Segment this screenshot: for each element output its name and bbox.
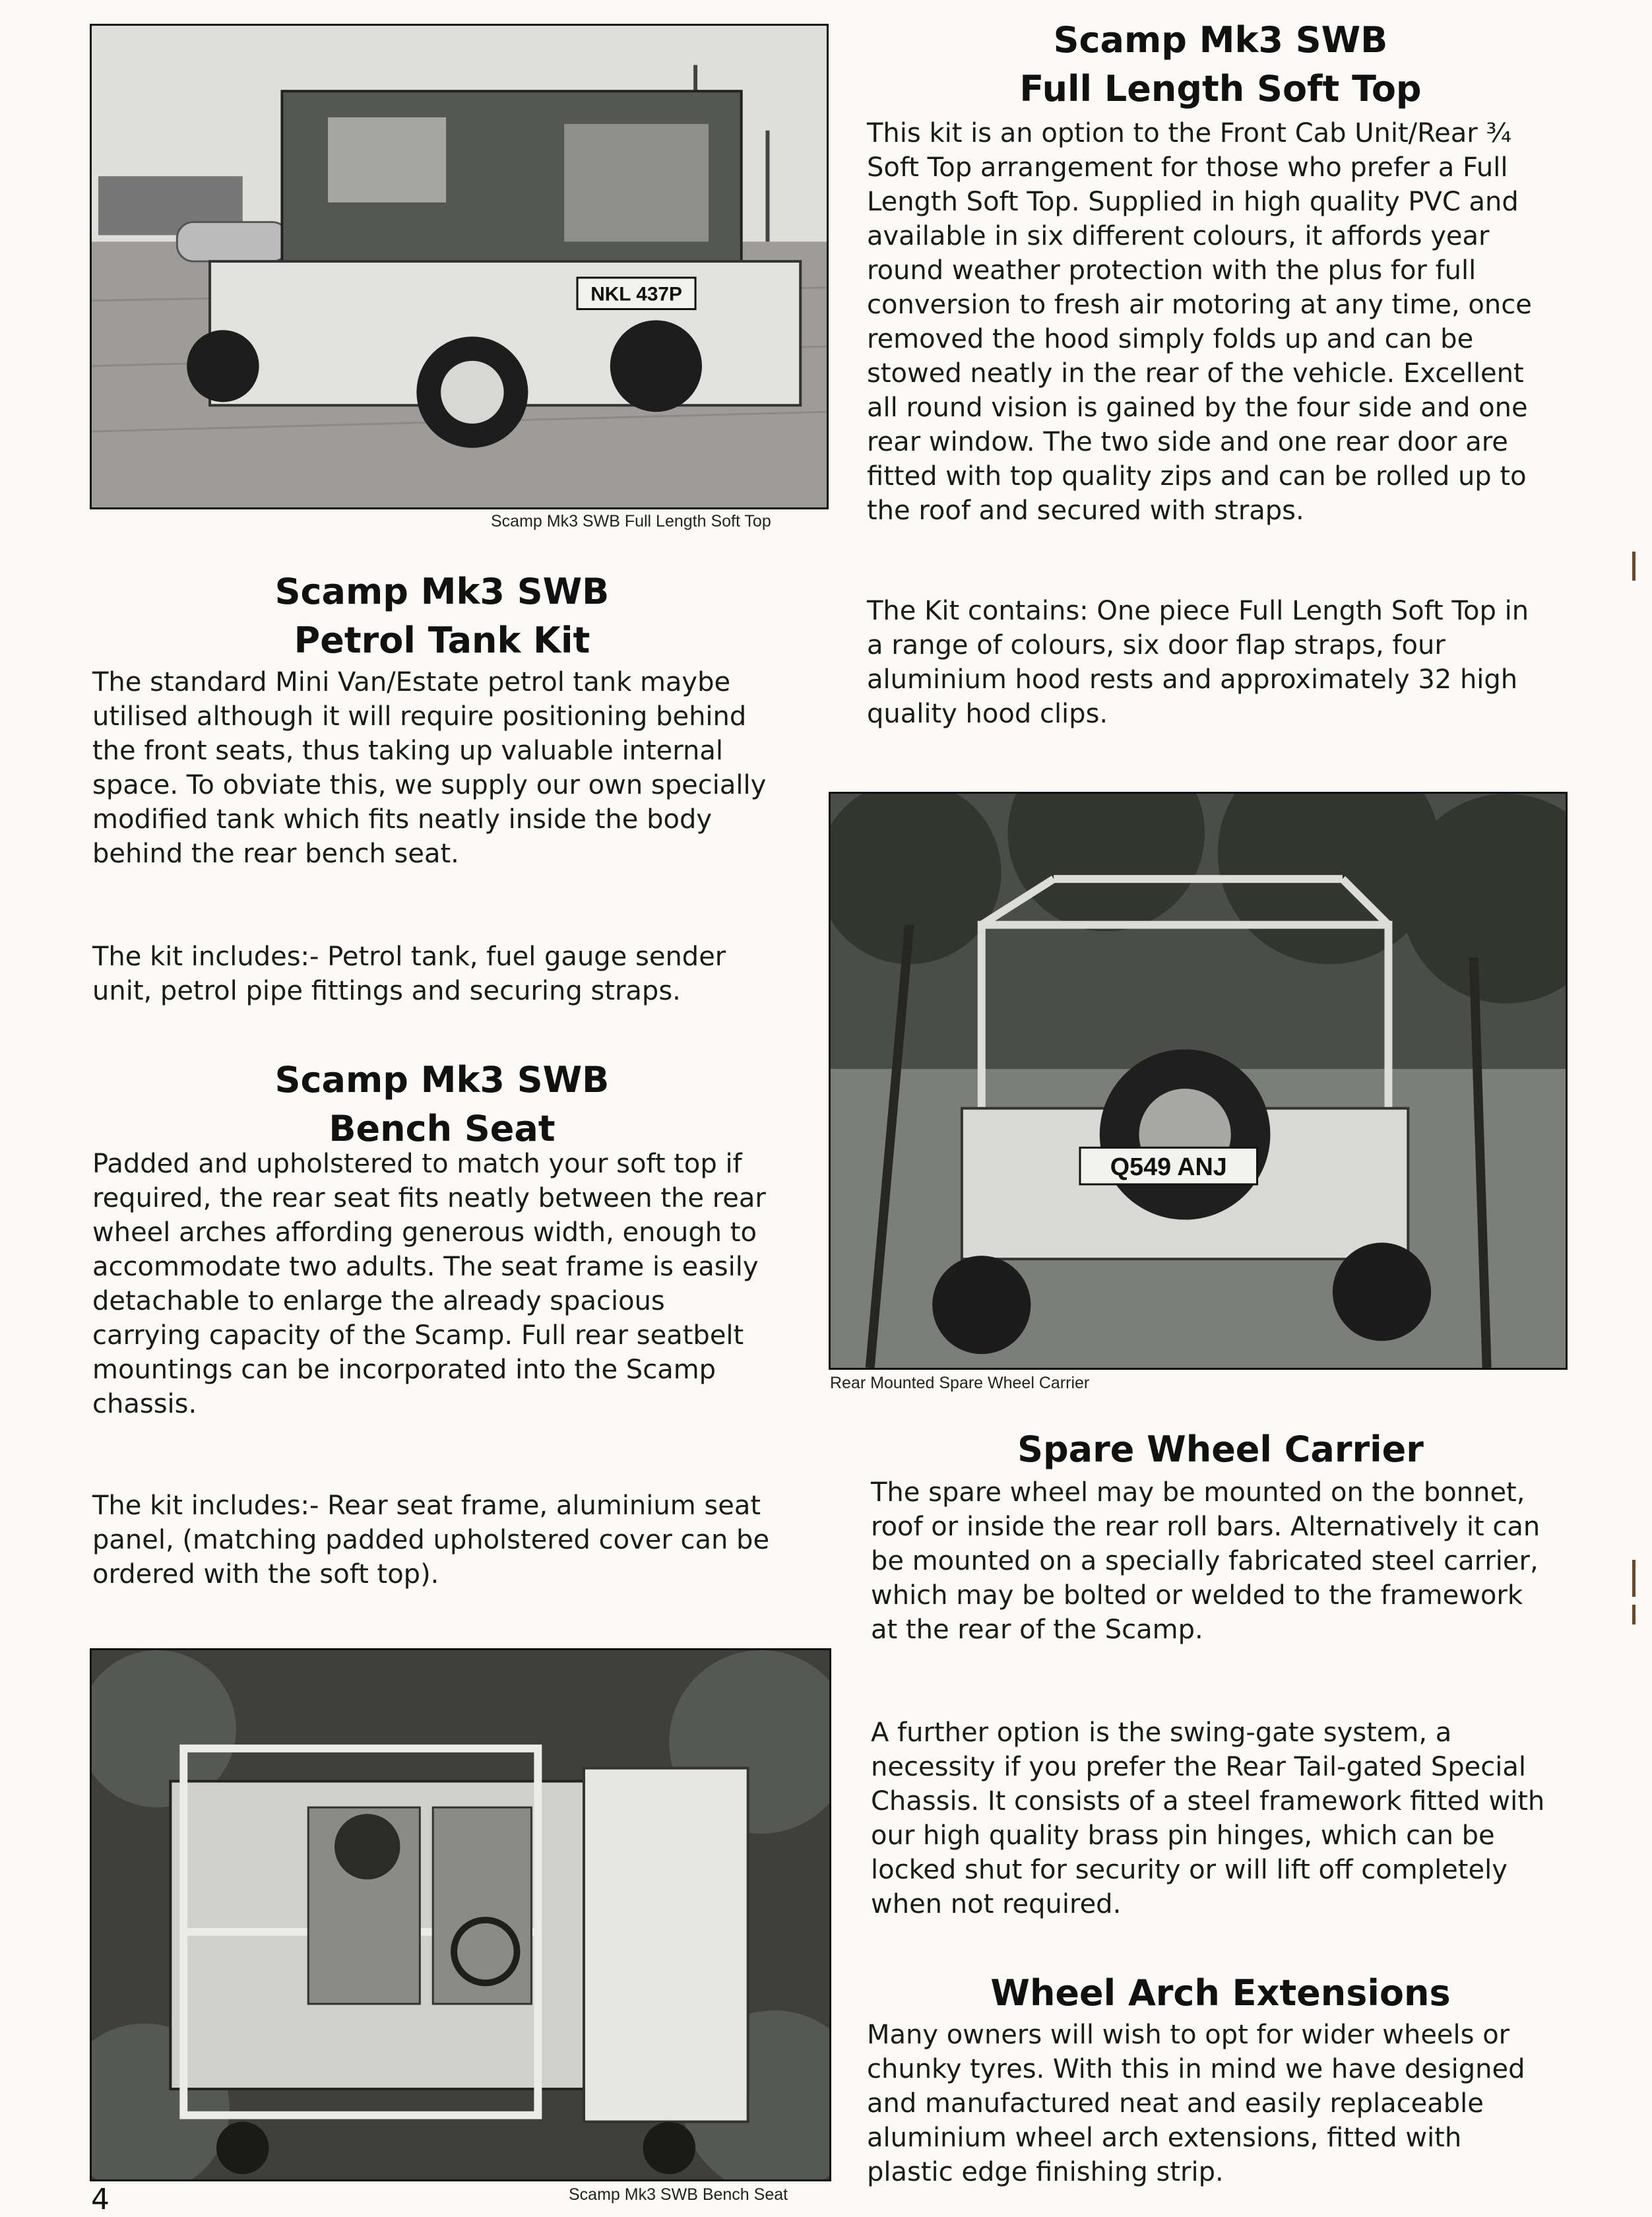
bench-seat-description: Padded and upholstered to match your soft top if required, the rear seat fits neatly between the rear wheel arches affording generous width, enough to accommodate two adults. The seat frame is easily detachable to enlarge the already spacious carrying capacity of the Scamp. Full rear seatbelt mountings can be incorporated into the Scamp chassis.: [92, 1149, 766, 1419]
bench-seat-title-line1: Scamp Mk3 SWB: [274, 1059, 610, 1101]
page-edge-mark: [1632, 1605, 1636, 1624]
page-edge-mark: [1632, 1560, 1636, 1597]
soft-top-caption: Scamp Mk3 SWB Full Length Soft Top: [491, 512, 771, 530]
spare-wheel-number-plate: Q549 ANJ: [1110, 1153, 1227, 1182]
bench-seat-photo: [90, 1648, 831, 2181]
petrol-tank-title-line1: Scamp Mk3 SWB: [274, 571, 610, 612]
soft-top-title-line2: Full Length Soft Top: [1019, 68, 1422, 110]
soft-top-title-line1: Scamp Mk3 SWB: [1053, 19, 1388, 61]
wheel-arch-title: Wheel Arch Extensions: [990, 1972, 1451, 2014]
wheel-arch-description: Many owners will wish to opt for wider wheels or chunky tyres. With this in mind we have designed and manufactured neat and easily replaceable aluminium wheel arch extensions, fitted with plastic edge finishing strip.: [867, 2020, 1525, 2187]
bench-seat-title: [92, 1056, 792, 1153]
petrol-tank-title: [92, 567, 792, 665]
soft-top-photo: [90, 24, 829, 509]
bench-seat-kit-contents: The kit includes:- Rear seat frame, aluminium seat panel, (matching padded upholstered cover can be ordered with the soft top).: [92, 1491, 770, 1590]
soft-top-description: This kit is an option to the Front Cab Unit/Rear ¾ Soft Top arrangement for those who prefer a Full Length Soft Top. Supplied in high quality PVC and available in six different colours, it affords year round weather protection with the plus for full conversion to fresh air motoring at any time, once removed the hood simply folds up and can be stowed neatly in the rear of the vehicle. Excellent all round vision is gained by the four side and one rear window. The two side and one rear door are fitted with top quality zips and can be rolled up to the roof and secured with straps.: [867, 118, 1532, 526]
petrol-tank-kit-contents: The kit includes:- Petrol tank, fuel gauge sender unit, petrol pipe fittings and securing straps.: [92, 942, 726, 1006]
swing-gate-description: A further option is the swing-gate system, a necessity if you prefer the Rear Tail-gated Special Chassis. It consists of a steel framework fitted with our high quality brass pin hinges, which can be locked shut for security or will lift off completely when not required.: [871, 1718, 1545, 1919]
soft-top-photo-art: [92, 26, 827, 507]
soft-top-title: [858, 16, 1583, 113]
bench-seat-title-line2: Bench Seat: [329, 1108, 556, 1149]
page-number: 4: [91, 2183, 110, 2216]
spare-wheel-description: The spare wheel may be mounted on the bonnet, roof or inside the rear roll bars. Alternatively it can be mounted on a specially fabricated steel carrier, which may be bolted or welded to the framework at the rear of the Scamp.: [871, 1477, 1541, 1645]
page-edge-mark: [1632, 552, 1636, 581]
spare-wheel-photo-art: [831, 794, 1566, 1368]
spare-wheel-title: Spare Wheel Carrier: [1017, 1429, 1424, 1470]
bench-seat-caption: Scamp Mk3 SWB Bench Seat: [569, 2185, 788, 2204]
spare-wheel-caption: Rear Mounted Spare Wheel Carrier: [830, 1374, 1090, 1392]
bench-seat-photo-art: [92, 1650, 829, 2179]
soft-top-kit-contents: The Kit contains: One piece Full Length Soft Top in a range of colours, six door flap straps, four aluminium hood rests and approximately 32 high quality hood clips.: [867, 596, 1529, 729]
spare-wheel-photo: [829, 792, 1568, 1370]
petrol-tank-title-line2: Petrol Tank Kit: [294, 620, 590, 661]
soft-top-number-plate: NKL 437P: [590, 283, 682, 305]
petrol-tank-description: The standard Mini Van/Estate petrol tank maybe utilised although it will require positioning behind the front seats, thus taking up valuable internal space. To obviate this, we supply our own specially modified tank which fits neatly inside the body behind the rear bench seat.: [92, 667, 767, 869]
